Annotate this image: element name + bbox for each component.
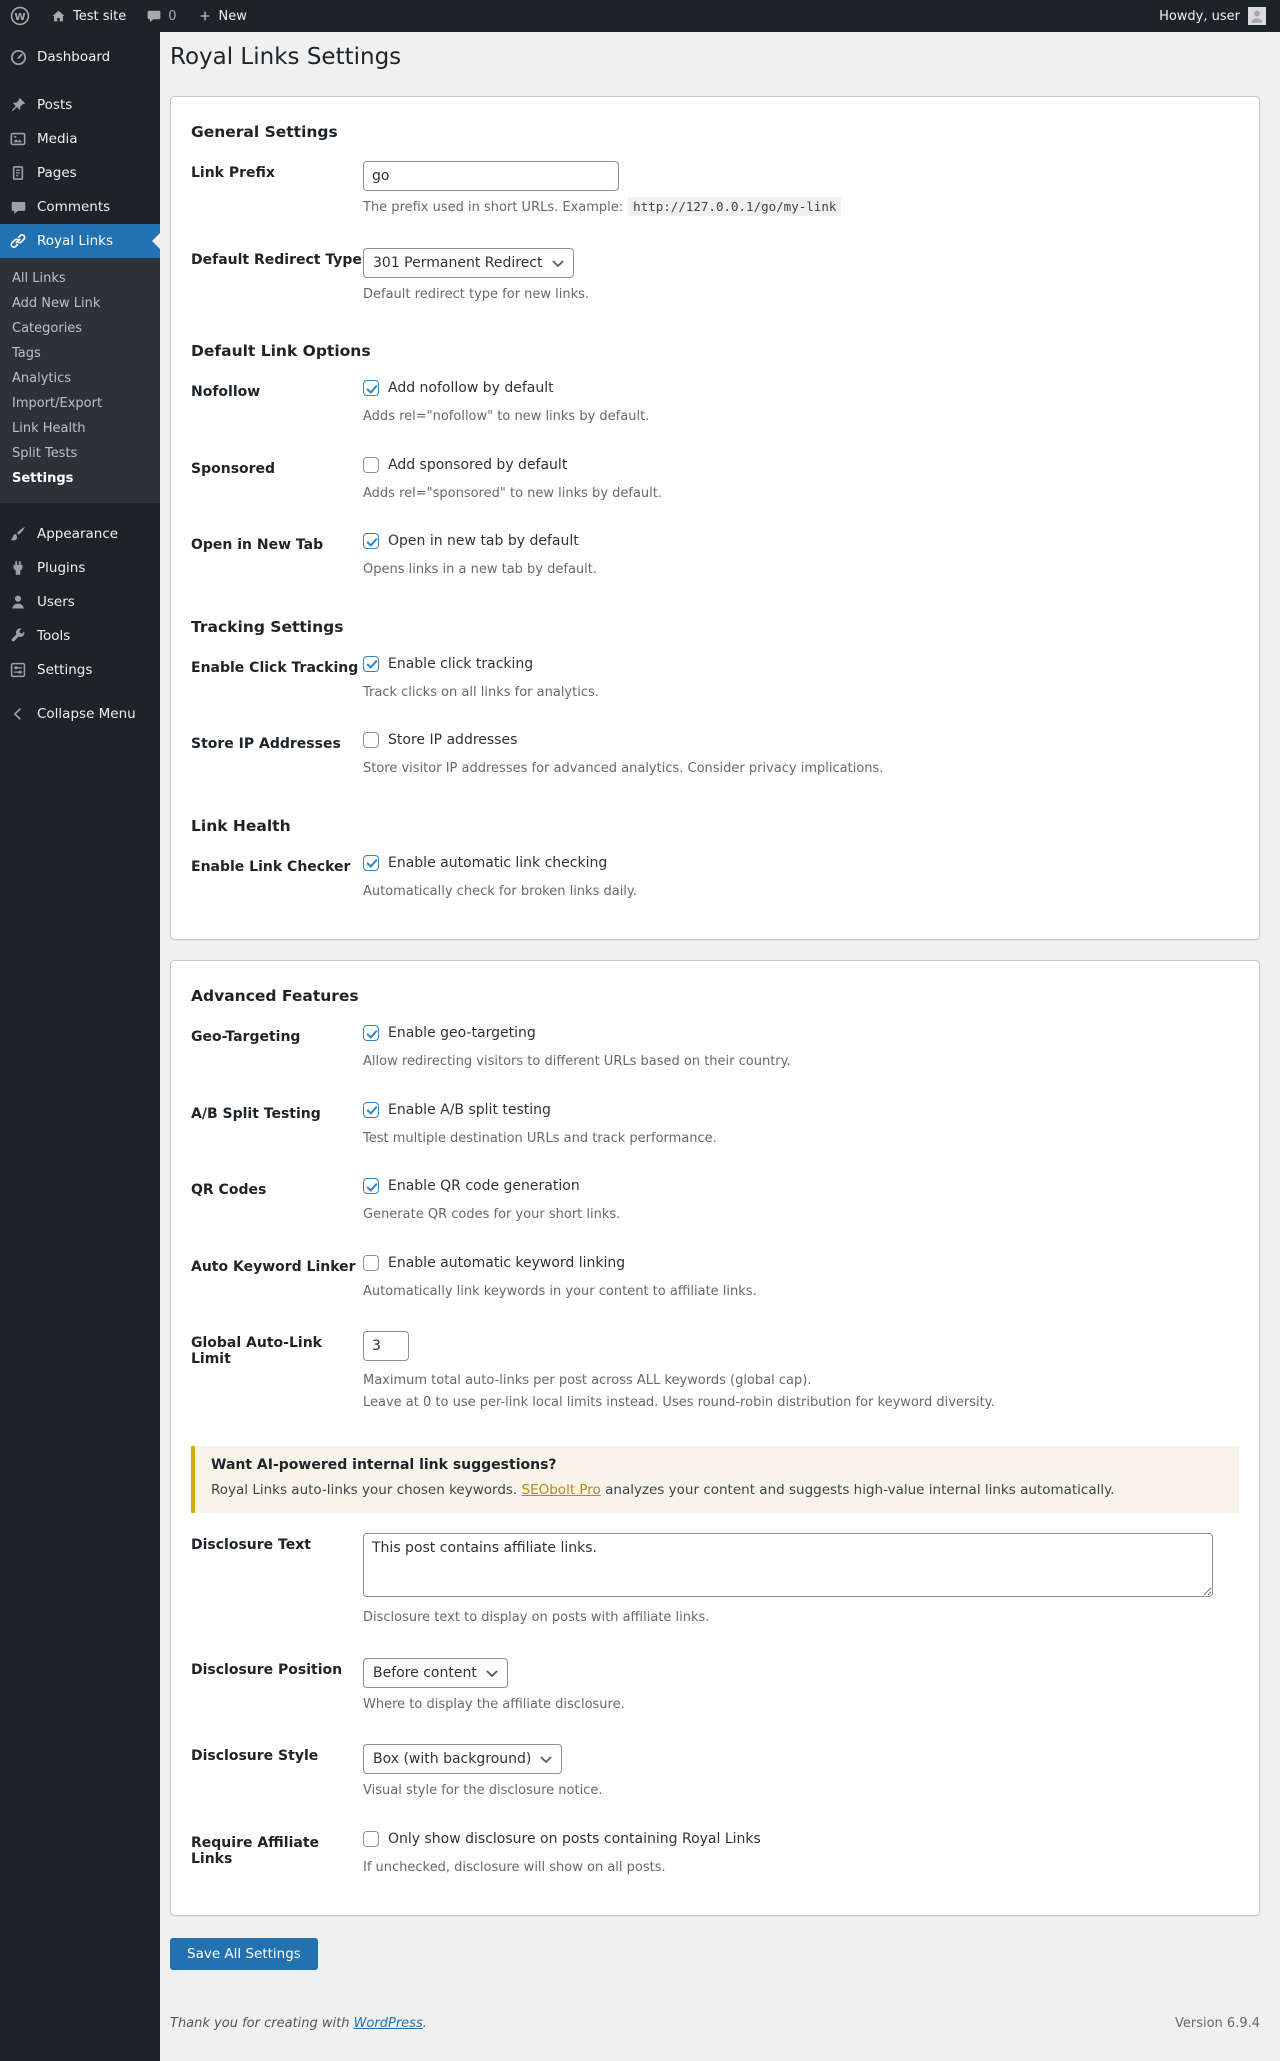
keyword-linker-description: Automatically link keywords in your content to affiliate links. — [363, 1283, 757, 1299]
ab-testing-checkbox-label: Enable A/B split testing — [388, 1101, 551, 1118]
sidebar-item-label: Tools — [37, 628, 71, 644]
new-content-button[interactable] — [187, 0, 257, 32]
qr-codes-label: QR Codes — [191, 1182, 267, 1198]
geo-targeting-label: Geo-Targeting — [191, 1029, 301, 1045]
store-ip-checkbox-label: Store IP addresses — [388, 732, 518, 748]
disclosure-style-selected-value: Box (with background) — [373, 1751, 532, 1768]
qr-codes-checkbox-label: Enable QR code generation — [388, 1178, 580, 1194]
ai-notice-text-before: Royal Links auto-links your chosen keywords. — [211, 1482, 522, 1498]
setting-row-link-checker — [191, 839, 1239, 916]
chain-link-icon — [8, 231, 28, 251]
setting-row-redirect-type — [191, 232, 1239, 319]
setting-row-link-prefix — [191, 145, 1239, 232]
pushpin-icon — [8, 95, 28, 115]
require-affiliate-description: If unchecked, disclosure will show on all posts. — [363, 1859, 666, 1875]
disclosure-style-description: Visual style for the disclosure notice. — [363, 1783, 603, 1799]
link-prefix-description — [363, 198, 1239, 218]
auto-link-limit-description-1: Maximum total auto-links per post across ALL keywords (global cap). — [363, 1373, 812, 1388]
avatar[interactable] — [1248, 7, 1266, 25]
nofollow-checkbox[interactable] — [363, 380, 379, 396]
new-tab-checkbox-label: Open in new tab by default — [388, 533, 579, 549]
chevron-down-icon — [486, 1670, 498, 1677]
sidebar-item-media[interactable] — [0, 122, 160, 156]
general-settings-heading: General Settings — [191, 123, 338, 141]
link-checker-checkbox-option[interactable] — [363, 855, 607, 871]
collapse-menu-button[interactable] — [0, 697, 160, 731]
menu-separator — [0, 74, 160, 88]
sidebar-item-label: Plugins — [37, 560, 86, 576]
tracking-settings-heading: Tracking Settings — [191, 617, 344, 636]
disclosure-position-description: Where to display the affiliate disclosure. — [363, 1696, 625, 1712]
paintbrush-icon — [8, 524, 28, 544]
click-tracking-label: Enable Click Tracking — [191, 659, 359, 676]
link-prefix-example-code: http://127.0.0.1/go/my-link — [628, 197, 841, 216]
require-affiliate-checkbox[interactable] — [363, 1831, 379, 1847]
link-checker-label: Enable Link Checker — [191, 858, 351, 875]
require-affiliate-checkbox-label: Only show disclosure on posts containing Royal Links — [388, 1830, 761, 1847]
ab-testing-checkbox-option[interactable] — [363, 1102, 551, 1118]
ai-notice-text-after: analyzes your content and suggests high-value internal links automatically. — [600, 1482, 1115, 1498]
sidebar-item-label: Appearance — [37, 526, 119, 542]
setting-row-require-affiliate — [191, 1815, 1239, 1892]
howdy-user-link[interactable]: Howdy, user — [1159, 8, 1240, 24]
setting-row-store-ip — [191, 716, 1239, 793]
setting-row-disclosure-text — [191, 1517, 1239, 1642]
require-affiliate-checkbox-option[interactable] — [363, 1831, 761, 1847]
new-tab-label: Open in New Tab — [191, 537, 324, 553]
pages-icon — [8, 163, 28, 183]
admin-sidebar — [0, 32, 160, 2061]
comments-shortcut[interactable] — [136, 0, 186, 32]
geo-targeting-checkbox[interactable] — [363, 1025, 379, 1041]
sponsored-label: Sponsored — [191, 460, 276, 477]
click-tracking-checkbox[interactable] — [363, 656, 379, 672]
sidebar-item-label: Posts — [37, 97, 73, 113]
sponsored-checkbox-option[interactable] — [363, 457, 567, 473]
seobolt-pro-link[interactable]: SEObolt Pro — [521, 1482, 601, 1498]
new-tab-checkbox[interactable] — [363, 533, 379, 549]
media-icon — [8, 129, 28, 149]
auto-link-limit-description-2: Leave at 0 to use per-link local limits instead. Uses round-robin distribution for keyword diversity. — [363, 1394, 995, 1410]
ai-suggestion-notice — [191, 1446, 1239, 1513]
qr-codes-description: Generate QR codes for your short links. — [363, 1207, 621, 1222]
setting-row-sponsored — [191, 441, 1239, 518]
sidebar-item-label: Dashboard — [37, 49, 111, 65]
setting-row-disclosure-position — [191, 1642, 1239, 1729]
auto-link-limit-input[interactable] — [363, 1331, 409, 1361]
submenu-item-analytics[interactable]: Analytics — [12, 371, 72, 386]
new-tab-checkbox-option[interactable] — [363, 533, 579, 549]
footer-thanks — [170, 2016, 427, 2031]
admin-bar — [0, 0, 1280, 32]
redirect-type-selected-value: 301 Permanent Redirect — [373, 254, 543, 271]
auto-link-limit-label: Global Auto-Link Limit — [191, 1335, 322, 1367]
geo-targeting-checkbox-label: Enable geo-targeting — [388, 1025, 536, 1041]
submenu-item-add-new-link[interactable]: Add New Link — [12, 296, 101, 311]
wordpress-logo-icon — [10, 6, 30, 26]
sidebar-item-label: Settings — [37, 662, 93, 678]
nofollow-checkbox-option[interactable] — [363, 380, 554, 396]
setting-row-ab-testing — [191, 1086, 1239, 1163]
disclosure-style-select[interactable] — [363, 1744, 562, 1774]
setting-row-nofollow — [191, 364, 1239, 441]
submenu-item-import-export[interactable]: Import/Export — [12, 396, 103, 411]
sidebar-item-posts[interactable] — [0, 88, 160, 122]
sidebar-item-label: Comments — [37, 199, 111, 215]
sidebar-item-appearance[interactable] — [0, 517, 160, 551]
general-settings-card — [170, 96, 1260, 940]
keyword-linker-checkbox[interactable] — [363, 1255, 379, 1271]
setting-row-auto-link-limit — [191, 1315, 1239, 1426]
settings-sliders-icon — [8, 660, 28, 680]
wrench-icon — [8, 626, 28, 646]
site-name: Test site — [73, 8, 127, 24]
menu-separator — [0, 687, 160, 697]
setting-row-disclosure-style — [191, 1728, 1239, 1815]
plugin-icon — [8, 558, 28, 578]
link-prefix-description-text: The prefix used in short URLs. Example: — [363, 200, 624, 215]
geo-targeting-checkbox-option[interactable] — [363, 1025, 536, 1041]
sidebar-item-label: Media — [37, 131, 78, 147]
ai-notice-title: Want AI-powered internal link suggestions? — [211, 1457, 557, 1473]
submenu-item-tags[interactable]: Tags — [12, 346, 41, 361]
sidebar-item-tools[interactable] — [0, 619, 160, 653]
sponsored-checkbox[interactable] — [363, 457, 379, 473]
link-checker-description: Automatically check for broken links daily. — [363, 883, 637, 899]
nofollow-description: Adds rel="nofollow" to new links by default. — [363, 409, 650, 424]
admin-footer — [170, 2016, 1260, 2031]
nofollow-label: Nofollow — [191, 384, 261, 400]
redirect-type-label: Default Redirect Type — [191, 251, 362, 268]
sidebar-item-label: Users — [37, 594, 75, 610]
sidebar-item-comments[interactable] — [0, 190, 160, 224]
link-checker-checkbox[interactable] — [363, 855, 379, 871]
disclosure-text-input[interactable] — [363, 1533, 1213, 1597]
click-tracking-description: Track clicks on all links for analytics. — [363, 684, 599, 700]
submenu-item-link-health[interactable]: Link Health — [12, 421, 86, 436]
sidebar-item-plugins[interactable] — [0, 551, 160, 585]
link-prefix-label: Link Prefix — [191, 165, 275, 181]
sidebar-item-users[interactable] — [0, 585, 160, 619]
royal-links-submenu — [0, 258, 160, 503]
sidebar-item-label: Royal Links — [37, 233, 114, 249]
footer-version: Version 6.9.4 — [1174, 2016, 1260, 2032]
keyword-linker-checkbox-option[interactable] — [363, 1255, 625, 1271]
sidebar-item-royal-links[interactable] — [0, 224, 160, 258]
dashboard-icon — [8, 47, 28, 67]
disclosure-position-selected-value: Before content — [373, 1664, 477, 1681]
plus-icon — [197, 8, 213, 24]
keyword-linker-checkbox-label: Enable automatic keyword linking — [388, 1254, 626, 1271]
nofollow-checkbox-label: Add nofollow by default — [388, 380, 554, 396]
ai-notice-body — [211, 1480, 1223, 1500]
submenu-item-split-tests[interactable]: Split Tests — [12, 446, 78, 461]
store-ip-checkbox-option[interactable] — [363, 732, 517, 748]
home-icon — [50, 8, 67, 25]
site-name-link[interactable] — [40, 0, 136, 32]
link-prefix-input[interactable] — [363, 161, 619, 191]
comments-icon — [8, 197, 28, 217]
setting-row-geo-targeting — [191, 1009, 1239, 1086]
advanced-features-heading: Advanced Features — [191, 987, 359, 1005]
save-all-settings-button[interactable]: Save All Settings — [170, 1938, 318, 1970]
disclosure-text-label: Disclosure Text — [191, 1537, 311, 1554]
svg-text:W: W — [14, 11, 26, 23]
setting-row-click-tracking — [191, 640, 1239, 717]
qr-codes-checkbox[interactable] — [363, 1178, 379, 1194]
link-health-heading: Link Health — [191, 816, 291, 835]
setting-row-qr-codes — [191, 1162, 1239, 1239]
redirect-type-description: Default redirect type for new links. — [363, 286, 590, 302]
submenu-item-categories[interactable]: Categories — [12, 321, 83, 336]
main-content — [160, 0, 1280, 2061]
footer-thanks-text: Thank you for creating with — [170, 2016, 354, 2032]
ab-testing-label: A/B Split Testing — [191, 1105, 321, 1122]
setting-row-new-tab — [191, 517, 1239, 594]
default-link-options-heading: Default Link Options — [191, 342, 371, 360]
sidebar-item-settings[interactable] — [0, 653, 160, 687]
sponsored-description: Adds rel="sponsored" to new links by default. — [363, 485, 663, 501]
wordpress-link[interactable]: WordPress — [353, 2016, 423, 2032]
keyword-linker-label: Auto Keyword Linker — [191, 1258, 356, 1275]
menu-separator — [0, 32, 160, 40]
sidebar-item-label: Pages — [37, 165, 77, 181]
sidebar-item-pages[interactable] — [0, 156, 160, 190]
ab-testing-description: Test multiple destination URLs and track performance. — [363, 1130, 717, 1146]
new-label: New — [218, 8, 247, 24]
comment-count: 0 — [168, 8, 177, 24]
sponsored-checkbox-label: Add sponsored by default — [388, 456, 568, 473]
link-checker-checkbox-label: Enable automatic link checking — [388, 854, 608, 871]
qr-codes-checkbox-option[interactable] — [363, 1178, 580, 1194]
user-icon — [8, 592, 28, 612]
redirect-type-select[interactable] — [363, 248, 574, 278]
collapse-arrow-icon — [8, 704, 28, 724]
require-affiliate-label: Require Affiliate Links — [191, 1834, 320, 1867]
new-tab-description: Opens links in a new tab by default. — [363, 562, 598, 577]
sidebar-item-dashboard[interactable] — [0, 40, 160, 74]
disclosure-text-description: Disclosure text to display on posts with affiliate links. — [363, 1610, 710, 1626]
disclosure-style-label: Disclosure Style — [191, 1748, 319, 1765]
chevron-down-icon — [540, 1756, 552, 1763]
wordpress-logo-button[interactable] — [0, 0, 40, 32]
page-title: Royal Links Settings — [170, 44, 402, 70]
disclosure-position-label: Disclosure Position — [191, 1661, 343, 1678]
collapse-menu-label: Collapse Menu — [37, 706, 136, 722]
click-tracking-checkbox-label: Enable click tracking — [388, 655, 534, 672]
menu-separator — [0, 503, 160, 517]
submenu-item-settings[interactable]: Settings — [12, 471, 74, 486]
store-ip-checkbox[interactable] — [363, 732, 379, 748]
store-ip-description: Store visitor IP addresses for advanced analytics. Consider privacy implications. — [363, 761, 884, 776]
ab-testing-checkbox[interactable] — [363, 1102, 379, 1118]
advanced-features-card — [170, 960, 1260, 1916]
chevron-down-icon — [552, 260, 564, 267]
footer-period: . — [422, 2016, 427, 2032]
store-ip-label: Store IP Addresses — [191, 736, 341, 752]
setting-row-keyword-linker — [191, 1239, 1239, 1316]
geo-targeting-description: Allow redirecting visitors to different URLs based on their country. — [363, 1054, 791, 1069]
comment-icon — [146, 8, 162, 24]
submenu-item-all-links[interactable]: All Links — [12, 271, 66, 286]
click-tracking-checkbox-option[interactable] — [363, 656, 533, 672]
disclosure-position-select[interactable] — [363, 1658, 508, 1688]
